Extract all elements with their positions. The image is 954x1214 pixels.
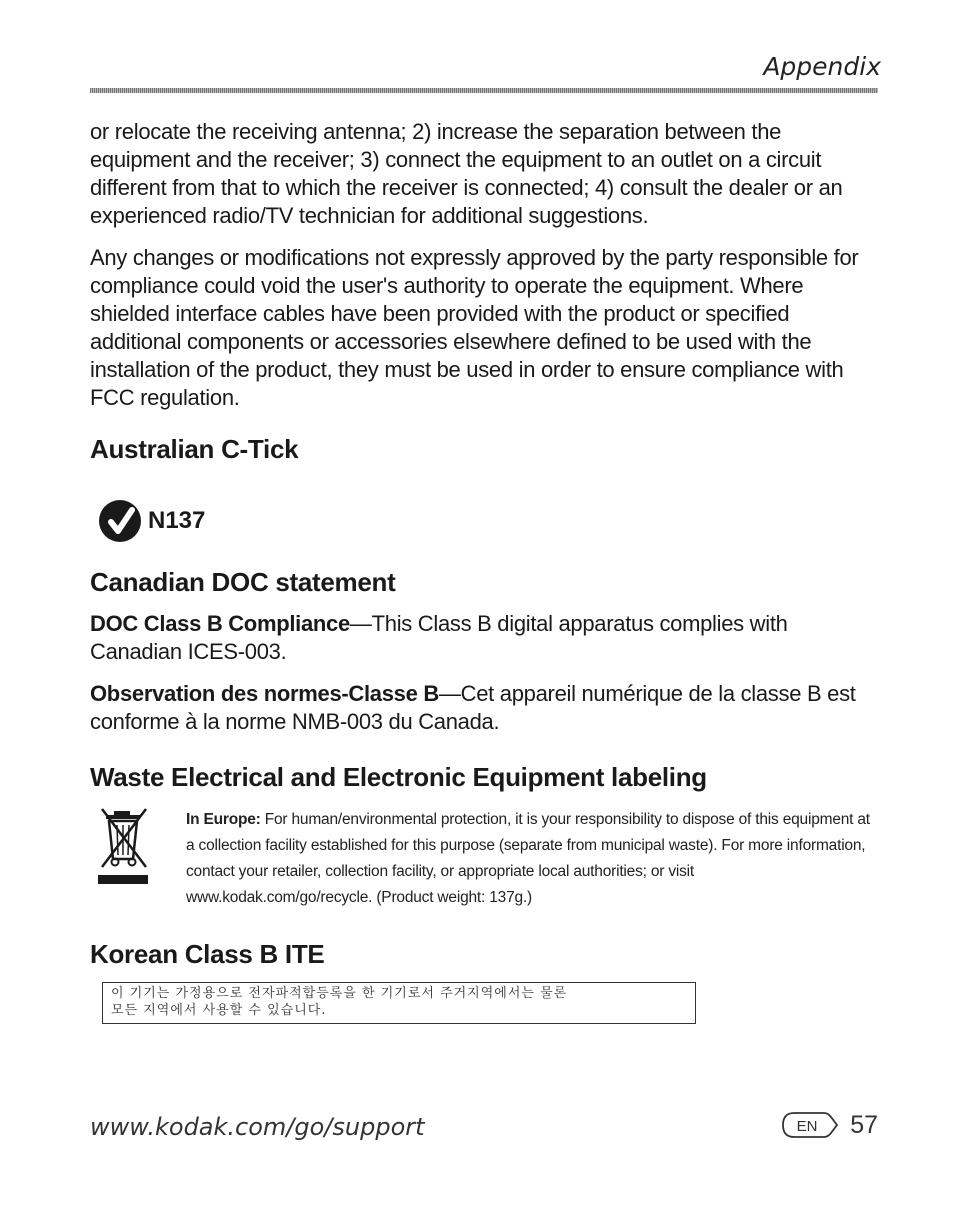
- korean-notice-box: [102, 982, 696, 1024]
- observation-paragraph: [90, 680, 880, 736]
- weee-block: [90, 807, 880, 911]
- ctick-mark: [98, 499, 880, 543]
- doc-compliance-paragraph: [90, 610, 880, 666]
- weee-label: In Europe:: [186, 811, 261, 828]
- weee-heading: Waste Electrical and Electronic Equipment labeling: [90, 762, 707, 792]
- observation-text: —Cet appareil numérique de la classe B est conforme à la norme NMB-003 du Canada.: [90, 681, 856, 734]
- language-badge-text: EN: [796, 1118, 818, 1135]
- weee-text: [186, 807, 880, 911]
- page-content: [90, 118, 880, 970]
- weee-bin-icon: [90, 807, 160, 892]
- running-header: Appendix: [763, 52, 881, 81]
- footer-support-link[interactable]: www.kodak.com/go/support: [90, 1113, 425, 1141]
- doc-compliance-text: —This Class B digital apparatus complies with Canadian ICES-003.: [90, 611, 788, 664]
- fcc-paragraph-1: or relocate the receiving antenna; 2) increase the separation between the equipment and the receiver; 3) connect the equipment to an outlet on a circuit different from that to which the receiver is connected; 4) consult the dealer or an experienced radio/TV technician for additional suggestions.: [90, 119, 843, 228]
- observation-label: Observation des normes-Classe B: [90, 681, 439, 706]
- page-number: 57: [850, 1110, 878, 1139]
- ctick-code: N137: [148, 507, 206, 534]
- footer-right: [780, 1110, 878, 1140]
- korean-line-2: 모든 지역에서 사용할 수 있습니다.: [111, 1003, 327, 1018]
- ctick-logo-icon: [98, 499, 142, 543]
- weee-body: For human/environmental protection, it is your responsibility to dispose of this equipment at a collection facility established for this purpose (separate from municipal waste). For more information, contact your retailer, collection facility, or appropriate local authorities; or visit www.kodak.com/go/recycle. (Product weight: 137g.): [186, 811, 870, 906]
- language-badge-icon: [780, 1110, 840, 1140]
- korean-heading: Korean Class B ITE: [90, 939, 325, 969]
- doc-compliance-label: DOC Class B Compliance: [90, 611, 350, 636]
- ctick-heading: Australian C-Tick: [90, 434, 299, 464]
- canadian-heading: Canadian DOC statement: [90, 567, 396, 597]
- fcc-paragraph-2: Any changes or modifications not expressly approved by the party responsible for compliance could void the user's authority to operate the equipment. Where shielded interface cables have been provided with the product or specified additional components or accessories elsewhere defined to be used with the installation of the product, they must be used in order to ensure compliance with FCC regulation.: [90, 245, 859, 410]
- header-rule: [90, 88, 878, 93]
- korean-line-1: 이 기기는 가정용으로 전자파적합등록을 한 기기로서 주거지역에서는 물론: [111, 986, 568, 1001]
